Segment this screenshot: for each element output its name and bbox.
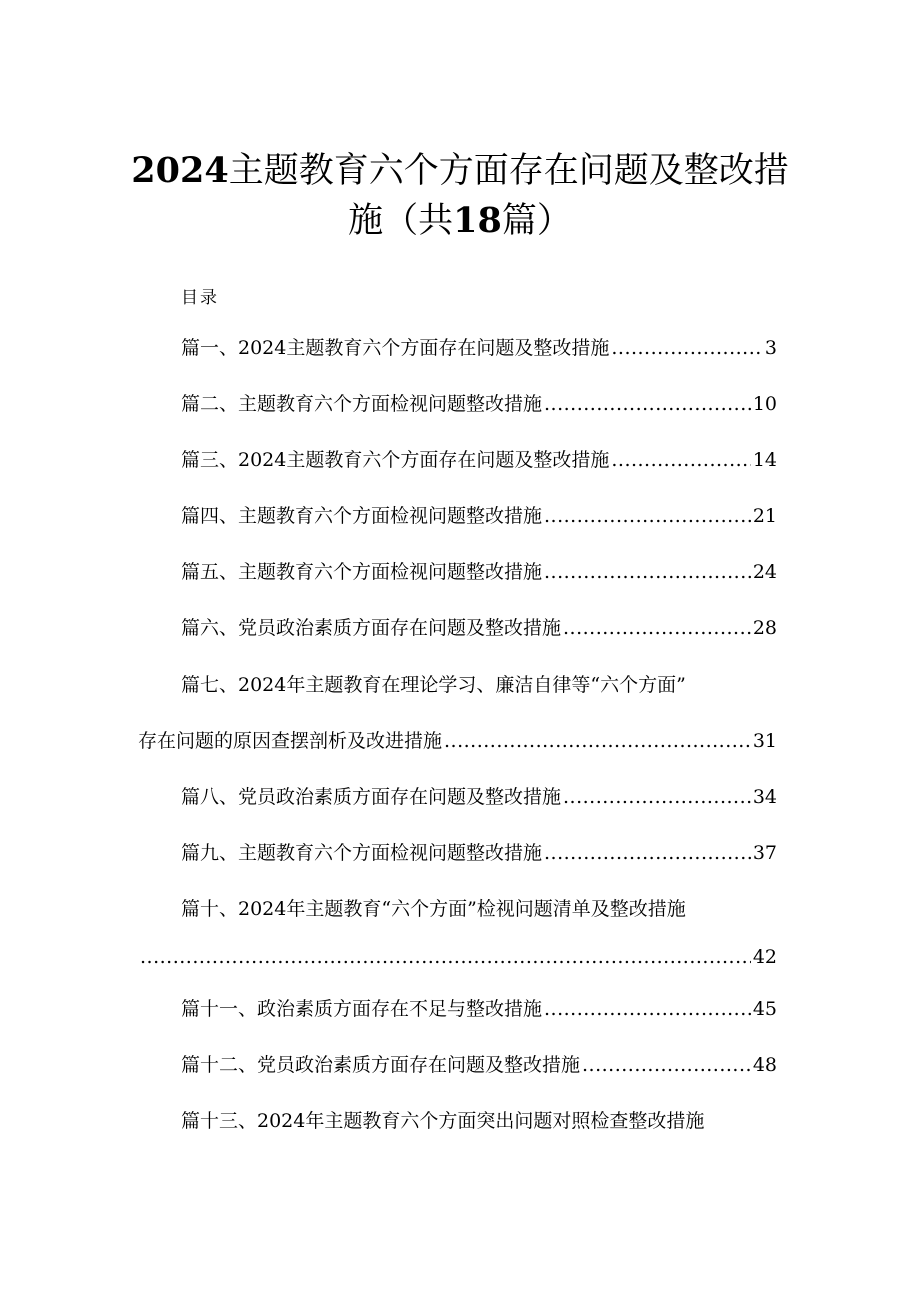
toc-entry-2[interactable] [181, 391, 777, 417]
toc-entry-label: 篇九、主题教育六个方面检视问题整改措施 [181, 842, 543, 864]
toc-leader-dots [544, 503, 751, 529]
toc-leader-dots [563, 615, 751, 641]
toc-page-number: 3 [764, 337, 777, 359]
toc-entry-label: 篇四、主题教育六个方面检视问题整改措施 [181, 505, 543, 527]
toc-leader-dots [544, 391, 751, 417]
toc-leader-dots [544, 996, 751, 1022]
toc-page-number: 42 [752, 946, 777, 968]
toc-entry-5[interactable] [181, 559, 777, 585]
toc-entry-3[interactable] [181, 447, 777, 473]
toc-page-number: 21 [752, 505, 777, 527]
toc-page-number: 45 [752, 998, 777, 1020]
toc-leader-dots [611, 335, 763, 361]
toc-leader-dots [544, 559, 751, 585]
toc-entry-1[interactable] [181, 335, 777, 361]
toc-leader-dots [140, 944, 751, 970]
toc-page-number: 37 [752, 842, 777, 864]
toc-entry-10[interactable] [138, 944, 777, 970]
toc-entry-6[interactable] [181, 615, 777, 641]
title-text-1: 主题教育六个方面存在问题及整改措 [228, 151, 789, 191]
toc-entry-label: 篇八、党员政治素质方面存在问题及整改措施 [181, 786, 562, 808]
toc-page-number: 34 [752, 786, 777, 808]
document-title-line-2 [100, 196, 820, 246]
toc-entry-4[interactable] [181, 503, 777, 529]
toc-entry-label: 篇五、主题教育六个方面检视问题整改措施 [181, 561, 543, 583]
toc-entry-8[interactable] [181, 784, 777, 810]
toc-leader-dots [544, 840, 751, 866]
toc-leader-dots [563, 784, 751, 810]
toc-entry-label: 篇六、党员政治素质方面存在问题及整改措施 [181, 617, 562, 639]
toc-entry-7[interactable] [138, 728, 777, 754]
toc-page-number: 31 [752, 730, 777, 752]
toc-leader-dots [611, 447, 750, 473]
toc-entry-9[interactable] [181, 840, 777, 866]
toc-leader-dots [444, 728, 751, 754]
toc-entry-7-line-1[interactable]: 篇七、2024年主题教育在理论学习、廉洁自律等“六个方面” [181, 674, 686, 696]
toc-heading: 目录 [181, 288, 219, 308]
toc-entry-10-line-1[interactable]: 篇十、2024年主题教育“六个方面”检视问题清单及整改措施 [181, 898, 686, 920]
toc-entry-label: 存在问题的原因查摆剖析及改进措施 [138, 730, 443, 752]
toc-entry-label: 篇十二、党员政治素质方面存在问题及整改措施 [181, 1054, 581, 1076]
title-text-2a: 施（共 [348, 201, 454, 241]
document-title-line-1 [100, 146, 820, 196]
title-count: 18 [453, 200, 502, 241]
toc-entry-11[interactable] [181, 996, 777, 1022]
toc-entry-label: 篇一、2024主题教育六个方面存在问题及整改措施 [181, 337, 610, 359]
toc-page-number: 14 [752, 449, 777, 471]
toc-page-number: 48 [752, 1054, 777, 1076]
title-year: 2024 [131, 150, 229, 191]
toc-entry-label: 篇十一、政治素质方面存在不足与整改措施 [181, 998, 543, 1020]
toc-leader-dots [582, 1052, 751, 1078]
toc-page-number: 24 [752, 561, 777, 583]
toc-entry-13-line-1[interactable]: 篇十三、2024年主题教育六个方面突出问题对照检查整改措施 [181, 1110, 705, 1132]
toc-entry-label: 篇三、2024主题教育六个方面存在问题及整改措施 [181, 449, 610, 471]
toc-page-number: 10 [752, 393, 777, 415]
title-text-2b: 篇） [501, 201, 572, 241]
toc-entry-label: 篇二、主题教育六个方面检视问题整改措施 [181, 393, 543, 415]
toc-page-number: 28 [752, 617, 777, 639]
toc-entry-12[interactable] [181, 1052, 777, 1078]
